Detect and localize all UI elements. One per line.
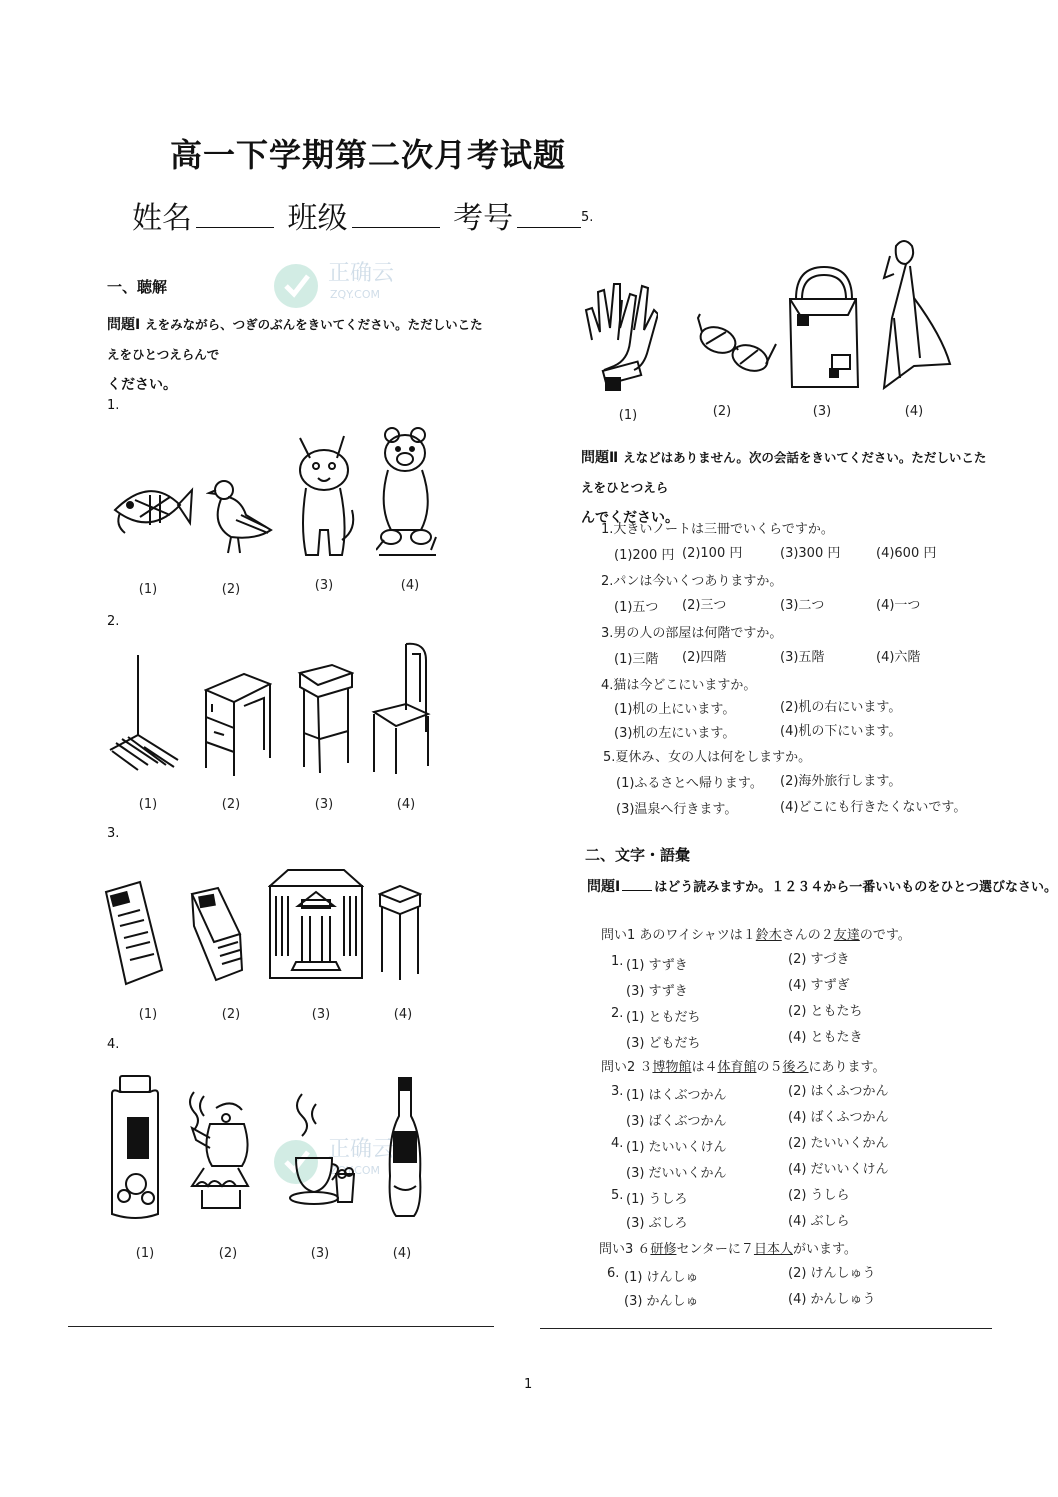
left-column-rule <box>68 1326 494 1327</box>
m2-q3-option-2[interactable]: (2)四階 <box>682 650 727 665</box>
toi3-post: がいます。 <box>792 1242 857 1257</box>
vocab-mondai1-instruction <box>587 872 1057 903</box>
v1-option-2[interactable]: (2) すづき <box>788 952 850 967</box>
kettle-picture[interactable] <box>182 1090 254 1220</box>
v1-option-3[interactable]: (3) すずき <box>626 984 688 999</box>
toi2-word3: 後ろ <box>782 1060 809 1075</box>
mondai1-label: 問題Ⅰ <box>107 317 141 333</box>
v6-option-3[interactable]: (3) かんしゅ <box>624 1294 699 1309</box>
m2-q4-option-2[interactable]: (2)机の右にいます。 <box>780 700 902 715</box>
v3-option-2[interactable]: (2) はくふつかん <box>788 1084 889 1099</box>
mondai2-line1: えなどはありません。次の会話をきいてください。ただしいこたえをひとつえら <box>581 450 987 495</box>
cat-picture[interactable] <box>292 430 360 565</box>
mondai1-instruction <box>107 310 487 400</box>
mondai1-line2: ください。 <box>107 377 177 393</box>
toi2-sentence <box>601 1056 885 1075</box>
q1-option-1[interactable]: (1) <box>138 582 158 597</box>
watermark-en: ZQY.COM <box>330 288 381 301</box>
small-table-picture[interactable] <box>378 884 422 982</box>
gloves-picture[interactable] <box>584 270 658 396</box>
q5-option-2[interactable]: (2) <box>712 404 732 419</box>
m2-q5-option-3[interactable]: (3)温泉へ行きます。 <box>616 802 738 817</box>
q1-option-4[interactable]: (4) <box>400 578 420 593</box>
m2-question-3: 3.男の人の部屋は何階ですか。 <box>601 626 783 641</box>
m2-q5-option-2[interactable]: (2)海外旅行します。 <box>780 774 902 789</box>
juice-can-picture[interactable] <box>106 1074 164 1222</box>
toi2-word1: 博物館 <box>652 1060 692 1075</box>
watermark-logo-icon <box>268 248 418 318</box>
class-label: 班级 <box>287 201 348 236</box>
m2-q4-option-3[interactable]: (3)机の左にいます。 <box>614 726 736 741</box>
v2-option-3[interactable]: (3) どもだち <box>626 1036 701 1051</box>
raincoat-picture[interactable] <box>880 238 954 390</box>
v5-option-4[interactable]: (4) ぶしら <box>788 1214 850 1229</box>
mondai2-line2: んでください。 <box>581 510 679 526</box>
m2-question-5: 5.夏休み、女の人は何をしますか。 <box>603 750 812 765</box>
m2-q1-option-1[interactable]: (1)200 円 <box>614 548 675 563</box>
v4-option-2[interactable]: (2) たいいくかん <box>788 1136 889 1151</box>
q5-number: 5. <box>581 210 594 225</box>
v6-option-1[interactable]: (1) けんしゅ <box>624 1270 699 1285</box>
bottle-picture[interactable] <box>386 1076 424 1220</box>
name-blank[interactable] <box>196 197 274 228</box>
toi2-post: にあります。 <box>808 1060 886 1075</box>
dictionary-picture[interactable] <box>188 886 244 982</box>
vocab-mondai1-label: 問題Ⅰ <box>587 879 621 895</box>
vocab-section-title: 二、文字・語彙 <box>585 846 691 864</box>
toi3-word1: 研修 <box>650 1242 677 1257</box>
v6-option-4[interactable]: (4) かんしゅう <box>788 1292 876 1307</box>
v5-num: 5. <box>611 1188 624 1203</box>
v1-option-1[interactable]: (1) すずき <box>626 958 688 973</box>
newspaper-picture[interactable] <box>104 880 164 988</box>
m2-q2-option-3[interactable]: (3)二つ <box>780 598 825 613</box>
v4-option-4[interactable]: (4) だいいくけん <box>788 1162 889 1177</box>
toi1-pre: あのワイシャツは１ <box>639 928 756 943</box>
name-label: 姓名 <box>132 201 192 236</box>
q3-option-1[interactable]: (1) <box>138 1007 158 1022</box>
mondai1-line1: えをみながら、つぎのぶんをきいてください。ただしいこたえをひとつえらんで <box>107 317 483 362</box>
q1-option-2[interactable]: (2) <box>221 582 241 597</box>
toi3-sentence <box>599 1238 857 1257</box>
v4-option-1[interactable]: (1) たいいくけん <box>626 1140 727 1155</box>
m2-question-1: 1.大きいノートは三冊でいくらですか。 <box>601 522 834 537</box>
q2-option-1[interactable]: (1) <box>138 797 158 812</box>
v3-option-1[interactable]: (1) はくぶつかん <box>626 1088 727 1103</box>
toi2-mid1: は４ <box>691 1060 718 1075</box>
vocab-mondai1-text: はどう読みますか。１２３４から一番いいものをひとつ選びなさい。 <box>654 880 1057 895</box>
v5-option-2[interactable]: (2) うしら <box>788 1188 850 1203</box>
q4-option-3[interactable]: (3) <box>310 1246 330 1261</box>
v2-num: 2. <box>611 1006 624 1021</box>
tea-cup-picture[interactable] <box>286 1092 356 1212</box>
q3-number: 3. <box>107 826 120 841</box>
q5-option-3[interactable]: (3) <box>812 404 832 419</box>
toi2-label: 問い2 <box>601 1060 636 1075</box>
desk-picture[interactable] <box>204 672 272 776</box>
m2-q5-option-4[interactable]: (4)どこにも行きたくないです。 <box>780 800 967 815</box>
toi3-word2: 日本人 <box>753 1242 793 1257</box>
class-blank[interactable] <box>352 197 440 228</box>
student-info-fields <box>132 193 585 237</box>
bag-picture[interactable] <box>786 265 860 393</box>
toi3-label: 問い3 <box>599 1242 634 1257</box>
toi3-mid: センターに７ <box>676 1242 754 1257</box>
right-column-rule <box>540 1328 992 1329</box>
q4-option-1[interactable]: (1) <box>135 1246 155 1261</box>
listening-section-title: 一、聴解 <box>107 278 168 296</box>
q3-option-4[interactable]: (4) <box>393 1007 413 1022</box>
exam-no-label: 考号 <box>453 201 514 236</box>
m2-q2-option-2[interactable]: (2)三つ <box>682 598 727 613</box>
m2-q1-option-2[interactable]: (2)100 円 <box>682 546 743 561</box>
q2-option-3[interactable]: (3) <box>314 797 334 812</box>
fish-picture[interactable] <box>110 465 195 550</box>
stool-picture[interactable] <box>296 663 354 775</box>
watermark-cn-2: 正确云 <box>328 1137 395 1162</box>
v3-option-4[interactable]: (4) ばくふつかん <box>788 1110 889 1125</box>
bird-picture[interactable] <box>206 475 276 565</box>
v6-num: 6. <box>607 1266 620 1281</box>
q4-option-2[interactable]: (2) <box>218 1246 238 1261</box>
watermark-cn: 正确云 <box>328 261 395 286</box>
q5-option-4[interactable]: (4) <box>904 404 924 419</box>
v1-option-4[interactable]: (4) すずぎ <box>788 978 850 993</box>
v1-num: 1. <box>611 954 624 969</box>
q5-option-1[interactable]: (1) <box>618 408 638 423</box>
m2-q3-option-1[interactable]: (1)三階 <box>614 652 659 667</box>
m2-q3-option-3[interactable]: (3)五階 <box>780 650 825 665</box>
page-title: 高一下学期第二次月考试题 <box>170 136 567 174</box>
v2-option-2[interactable]: (2) ともたち <box>788 1004 863 1019</box>
v3-option-3[interactable]: (3) ばくぶつかん <box>626 1114 727 1129</box>
v4-num: 4. <box>611 1136 624 1151</box>
q2-number: 2. <box>107 614 120 629</box>
toi2-pre: ３ <box>639 1060 653 1075</box>
m2-q5-option-1[interactable]: (1)ふるさとへ帰ります。 <box>616 776 763 791</box>
m2-question-2: 2.パンは今いくつありますか。 <box>601 574 783 589</box>
m2-q1-option-4[interactable]: (4)600 円 <box>876 546 937 561</box>
v2-option-1[interactable]: (1) ともだち <box>626 1010 701 1025</box>
toi2-mid2: の５ <box>756 1060 783 1075</box>
chair-picture[interactable] <box>370 642 432 774</box>
q4-option-4[interactable]: (4) <box>392 1246 412 1261</box>
q1-number: 1. <box>107 398 120 413</box>
floor-corner-picture[interactable] <box>108 655 180 773</box>
q3-option-3[interactable]: (3) <box>311 1007 331 1022</box>
v2-option-4[interactable]: (4) ともたき <box>788 1030 863 1045</box>
m2-q2-option-1[interactable]: (1)五つ <box>614 600 659 615</box>
v3-num: 3. <box>611 1084 624 1099</box>
exam-no-blank[interactable] <box>517 197 581 228</box>
toi1-word1: 鈴木 <box>755 928 782 943</box>
watermark-en-2: ZQY.COM <box>330 1164 381 1177</box>
toi1-post: のです。 <box>859 928 911 943</box>
mondai2-label: 問題Ⅱ <box>581 450 619 466</box>
q1-option-3[interactable]: (3) <box>314 578 334 593</box>
q4-number: 4. <box>107 1037 120 1052</box>
v6-option-2[interactable]: (2) けんしゅう <box>788 1266 876 1281</box>
page-number: 1 <box>524 1377 533 1392</box>
toi1-word2: 友達 <box>833 928 860 943</box>
q2-option-2[interactable]: (2) <box>221 797 241 812</box>
library-building-picture[interactable] <box>268 866 364 986</box>
toi3-pre: ６ <box>637 1242 651 1257</box>
v5-option-3[interactable]: (3) ぶしろ <box>626 1216 688 1231</box>
toi1-label: 問い1 <box>601 928 636 943</box>
m2-q4-option-4[interactable]: (4)机の下にいます。 <box>780 724 902 739</box>
toi1-sentence <box>601 924 911 943</box>
bear-picture[interactable] <box>376 425 438 560</box>
m2-q3-option-4[interactable]: (4)六階 <box>876 650 921 665</box>
toi2-word2: 体育館 <box>717 1060 757 1075</box>
toi1-mid: さんの２ <box>781 928 834 943</box>
m2-q2-option-4[interactable]: (4)一つ <box>876 598 921 613</box>
v4-option-3[interactable]: (3) だいいくかん <box>626 1166 727 1181</box>
m2-q4-option-1[interactable]: (1)机の上にいます。 <box>614 702 736 717</box>
v5-option-1[interactable]: (1) うしろ <box>626 1192 688 1207</box>
q2-option-4[interactable]: (4) <box>396 797 416 812</box>
glasses-picture[interactable] <box>696 310 778 386</box>
m2-q1-option-3[interactable]: (3)300 円 <box>780 546 841 561</box>
m2-question-4: 4.猫は今どこにいますか。 <box>601 678 757 693</box>
q3-option-2[interactable]: (2) <box>221 1007 241 1022</box>
